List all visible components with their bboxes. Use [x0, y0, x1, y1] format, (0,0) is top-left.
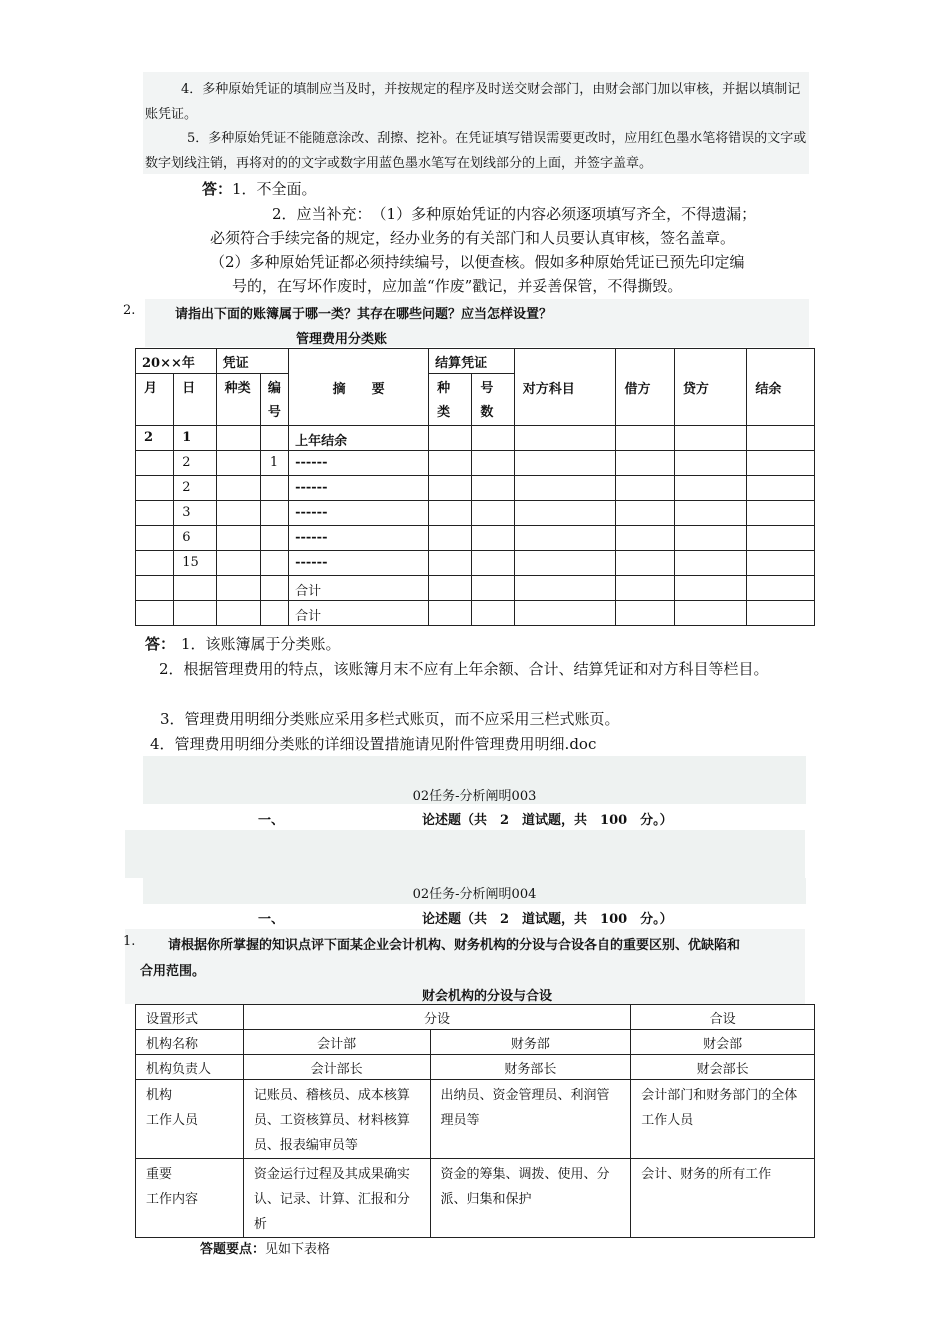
- ledger-cell-empty: [674, 551, 747, 576]
- balance-header: 结余: [747, 349, 815, 426]
- answer-2-line-d: 号的，在写坏作废时，应加盖“作废”戳记，并妥善保管，不得撕毁。: [232, 277, 683, 295]
- head-label: 机构负责人: [136, 1055, 244, 1080]
- ledger-cell-num: [260, 601, 288, 626]
- ledger-cell-empty: [514, 451, 616, 476]
- question-1-text-b: 合用范围。: [140, 964, 206, 979]
- ledger-cell-empty: [216, 501, 260, 526]
- ledger-cell-empty: [747, 476, 815, 501]
- ledger-cell-empty: [674, 576, 747, 601]
- ledger-cell-empty: [472, 426, 514, 451]
- task-004-shade-top: [125, 830, 805, 878]
- split-header: 分设: [243, 1005, 630, 1030]
- ledger-cell-empty: [747, 501, 815, 526]
- ledger-cell-empty: [472, 451, 514, 476]
- ledger-cell-empty: [616, 451, 674, 476]
- ledger-cell-month: [136, 551, 174, 576]
- ledger-cell-empty: [674, 501, 747, 526]
- answer-key-text: 见如下表格: [265, 1242, 331, 1257]
- ledger-cell-empty: [616, 576, 674, 601]
- ledger-cell-empty: [514, 501, 616, 526]
- q2-answer-label: 答：: [145, 635, 176, 653]
- ledger-cell-empty: [747, 426, 815, 451]
- ledger-cell-day: 2: [174, 451, 216, 476]
- paragraph-4: 4．多种原始凭证的填制应当及时，并按规定的程序及时送交财会部门，由财会部门加以审核，并据以填制记账凭证。: [145, 82, 801, 122]
- ledger-cell-day: 3: [174, 501, 216, 526]
- ledger-cell-summary: 合计: [289, 601, 429, 626]
- ledger-row: [136, 476, 815, 501]
- answer-1: 1．不全面。: [232, 180, 317, 198]
- counter-account-header: 对方科目: [514, 349, 616, 426]
- ledger-cell-num: 1: [260, 451, 288, 476]
- settle-voucher-header: 结算凭证: [429, 349, 515, 374]
- ledger-cell-empty: [514, 576, 616, 601]
- question-1-number: 1.: [123, 934, 136, 949]
- answer-key-line: [200, 1238, 330, 1257]
- answer-2-line-a: 2．应当补充： （1）多种原始凭证的内容必须逐项填写齐全，不得遗漏；: [272, 205, 757, 223]
- credit-header: 贷方: [674, 349, 747, 426]
- answer-1-line: [202, 178, 317, 200]
- ledger-cell-empty: [429, 551, 472, 576]
- ledger-cell-empty: [429, 576, 472, 601]
- ledger-cell-empty: [514, 426, 616, 451]
- ledger-cell-empty: [747, 576, 815, 601]
- answer-key-label: 答题要点：: [200, 1242, 266, 1257]
- name-label: 机构名称: [136, 1030, 244, 1055]
- ledger-cell-empty: [429, 526, 472, 551]
- ledger-cell-empty: [472, 501, 514, 526]
- ledger-cell-empty: [616, 601, 674, 626]
- q2-answer-3: 3．管理费用明细分类账应采用多栏式账页，而不应采用三栏式账页。: [160, 710, 620, 728]
- ledger-cell-empty: [674, 601, 747, 626]
- ledger-cell-num: [260, 476, 288, 501]
- question-2-text: 请指出下面的账簿属于哪一类？其存在哪些问题？应当怎样设置？: [175, 307, 553, 322]
- ledger-cell-empty: [216, 451, 260, 476]
- settle-number-header: 号数: [472, 374, 514, 426]
- finance-head: 财务部长: [430, 1055, 631, 1080]
- work-label: [136, 1159, 244, 1238]
- ledger-cell-num: [260, 576, 288, 601]
- task-004-section-title: 论述题（共 2 道试题，共 100 分。）: [422, 912, 673, 927]
- ledger-table-title: 管理费用分类账: [296, 332, 388, 347]
- ledger-cell-empty: [514, 601, 616, 626]
- ledger-row: [136, 501, 815, 526]
- ledger-cell-day: [174, 576, 216, 601]
- staff-label: [136, 1080, 244, 1159]
- q2-answer-1: [145, 633, 341, 655]
- ledger-cell-month: [136, 451, 174, 476]
- fa-staff: 会计部门和财务部门的全体工作人员: [631, 1080, 815, 1159]
- ledger-table: [135, 348, 815, 626]
- settle-kind-header: 种类: [429, 374, 472, 426]
- ledger-row: [136, 526, 815, 551]
- ledger-cell-empty: [747, 601, 815, 626]
- ledger-cell-month: [136, 576, 174, 601]
- staff-label-b: 工作人员: [146, 1113, 199, 1128]
- ledger-cell-empty: [674, 526, 747, 551]
- q2-answer-4: 4．管理费用明细分类账的详细设置措施请见附件管理费用明细.doc: [150, 735, 597, 753]
- ledger-cell-empty: [616, 551, 674, 576]
- finance-work: 资金的筹集、调拨、使用、分派、归集和保护: [430, 1159, 631, 1238]
- ledger-cell-empty: [472, 476, 514, 501]
- ledger-cell-month: 2: [136, 426, 174, 451]
- task-003-section-title: 论述题（共 2 道试题，共 100 分。）: [422, 813, 673, 828]
- month-header: 月: [136, 374, 174, 426]
- answer-2-line-c: （2）多种原始凭证都必须持续编号，以便查核。假如多种原始凭证已预先印定编: [210, 253, 745, 271]
- ledger-cell-empty: [514, 551, 616, 576]
- ledger-cell-empty: [747, 551, 815, 576]
- ledger-cell-month: [136, 526, 174, 551]
- task-003-title: 02任务-分析阐明003: [412, 789, 537, 804]
- ledger-cell-num: [260, 526, 288, 551]
- q2-answer-1-text: 1．该账簿属于分类账。: [181, 635, 341, 653]
- merge-header: 合设: [631, 1005, 815, 1030]
- ledger-cell-empty: [429, 426, 472, 451]
- ledger-cell-empty: [429, 451, 472, 476]
- ledger-cell-empty: [674, 451, 747, 476]
- year-header: 20××年: [136, 349, 217, 374]
- ledger-cell-empty: [674, 476, 747, 501]
- ledger-cell-num: [260, 501, 288, 526]
- ledger-cell-day: 2: [174, 476, 216, 501]
- ledger-cell-summary: 上年结余: [289, 426, 429, 451]
- ledger-cell-empty: [429, 601, 472, 626]
- question-1-text-a: 请根据你所掌握的知识点评下面某企业会计机构、财务机构的分设与合设各自的重要区别、优缺陷和: [168, 938, 741, 953]
- q2-answer-2: 2．根据管理费用的特点，该账簿月末不应有上年余额、合计、结算凭证和对方科目等栏目。: [159, 660, 769, 678]
- form-label: 设置形式: [136, 1005, 244, 1030]
- ledger-cell-empty: [216, 551, 260, 576]
- ledger-cell-summary: ------: [289, 551, 429, 576]
- answer-2-line-b: 必须符合手续完备的规定，经办业务的有关部门和人员要认真审核，签名盖章。: [210, 229, 736, 247]
- number-header: 编号: [260, 374, 288, 426]
- work-label-b: 工作内容: [146, 1192, 199, 1207]
- accounting-work: 资金运行过程及其成果确实认、记录、计算、汇报和分析: [243, 1159, 430, 1238]
- ledger-row: [136, 601, 815, 626]
- debit-header: 借方: [616, 349, 674, 426]
- fa-head: 财会部长: [631, 1055, 815, 1080]
- finance-dept: 财务部: [430, 1030, 631, 1055]
- ledger-cell-empty: [674, 426, 747, 451]
- task-004-section-number: 一、: [258, 912, 285, 927]
- ledger-cell-month: [136, 501, 174, 526]
- finance-staff: 出纳员、资金管理员、利润管理员等: [430, 1080, 631, 1159]
- ledger-cell-empty: [472, 576, 514, 601]
- kind-header: 种类: [216, 374, 260, 426]
- ledger-cell-month: [136, 476, 174, 501]
- org-structure-table: [135, 1004, 815, 1238]
- ledger-cell-empty: [216, 426, 260, 451]
- accounting-staff: 记账员、稽核员、成本核算员、工资核算员、材料核算员、报表编审员等: [243, 1080, 430, 1159]
- staff-label-a: 机构: [146, 1088, 173, 1103]
- ledger-cell-month: [136, 601, 174, 626]
- ledger-cell-day: 1: [174, 426, 216, 451]
- ledger-cell-empty: [472, 526, 514, 551]
- ledger-cell-empty: [616, 526, 674, 551]
- ledger-cell-summary: ------: [289, 501, 429, 526]
- ledger-cell-day: 15: [174, 551, 216, 576]
- day-header: 日: [174, 374, 216, 426]
- answer-label: 答：: [202, 180, 233, 198]
- ledger-cell-empty: [616, 426, 674, 451]
- ledger-cell-day: [174, 601, 216, 626]
- ledger-cell-num: [260, 426, 288, 451]
- ledger-cell-empty: [514, 476, 616, 501]
- paragraph-5: 5．多种原始凭证不能随意涂改、刮擦、挖补。在凭证填写错误需要更改时，应用红色墨水笔将错误的文字或数字划线注销，再将对的的文字或数字用蓝色墨水笔写在划线部分的上面，并签字盖章。: [145, 131, 807, 171]
- work-label-a: 重要: [146, 1167, 173, 1182]
- ledger-cell-empty: [216, 476, 260, 501]
- task-004-title: 02任务-分析阐明004: [412, 887, 537, 902]
- ledger-cell-empty: [472, 601, 514, 626]
- ledger-cell-summary: ------: [289, 451, 429, 476]
- ledger-cell-summary: 合计: [289, 576, 429, 601]
- ledger-cell-empty: [514, 526, 616, 551]
- ledger-row: [136, 426, 815, 451]
- ledger-cell-empty: [747, 451, 815, 476]
- ledger-cell-empty: [216, 601, 260, 626]
- ledger-row: [136, 576, 815, 601]
- ledger-cell-summary: ------: [289, 526, 429, 551]
- org-table-title: 财会机构的分设与合设: [422, 989, 553, 1004]
- summary-header: 摘 要: [289, 349, 429, 426]
- task-003-section-number: 一、: [258, 813, 285, 828]
- fa-dept: 财会部: [631, 1030, 815, 1055]
- ledger-cell-summary: ------: [289, 476, 429, 501]
- accounting-dept: 会计部: [243, 1030, 430, 1055]
- accounting-head: 会计部长: [243, 1055, 430, 1080]
- ledger-cell-empty: [216, 526, 260, 551]
- ledger-cell-empty: [747, 526, 815, 551]
- ledger-cell-num: [260, 551, 288, 576]
- ledger-cell-empty: [429, 501, 472, 526]
- fa-work: 会计、财务的所有工作: [631, 1159, 815, 1238]
- ledger-cell-empty: [616, 501, 674, 526]
- ledger-row: [136, 551, 815, 576]
- ledger-cell-day: 6: [174, 526, 216, 551]
- ledger-row: [136, 451, 815, 476]
- question-2-number: 2.: [123, 303, 136, 318]
- ledger-cell-empty: [616, 476, 674, 501]
- ledger-cell-empty: [216, 576, 260, 601]
- ledger-cell-empty: [472, 551, 514, 576]
- ledger-cell-empty: [429, 476, 472, 501]
- voucher-header: 凭证: [216, 349, 289, 374]
